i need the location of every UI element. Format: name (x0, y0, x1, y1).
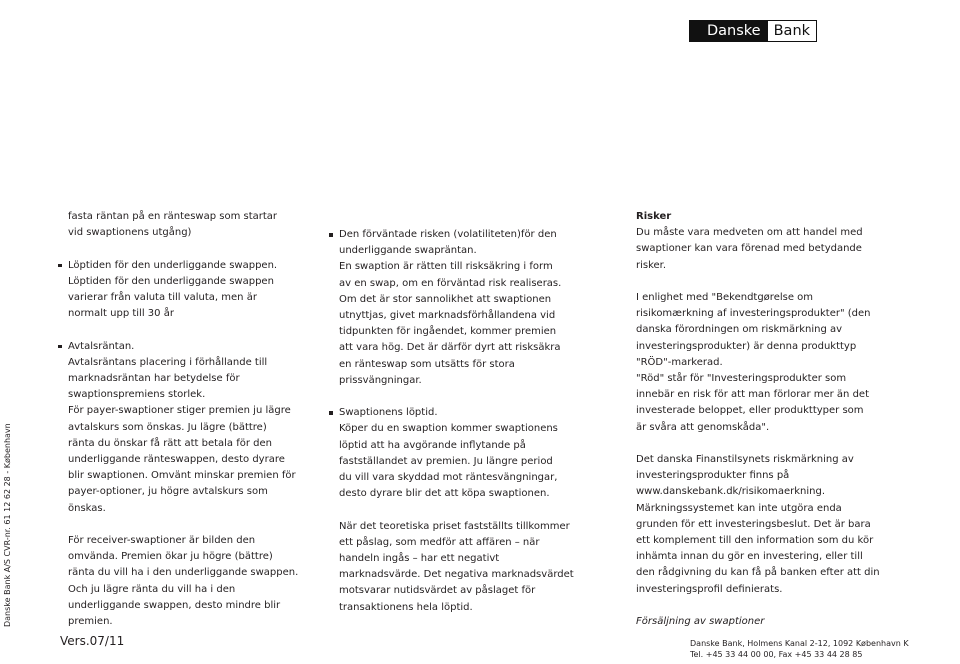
text-line: avtalskurs som önskas. Ju lägre (bättre) (68, 421, 267, 433)
text-line: en ränteswap som utsätts för stora (339, 358, 515, 370)
footer-line-address: Danske Bank, Holmens Kanal 2-12, 1092 København K (690, 639, 909, 648)
text-line: önskas. (68, 502, 106, 514)
text-line: underliggande swapräntan. (339, 245, 477, 257)
text-line: ett påslag, som medför att affären – när (339, 536, 540, 548)
text-line: För receiver-swaptioner är bilden den (68, 535, 256, 547)
logo-part-1: Danske (689, 20, 767, 42)
company-registration-text: Danske Bank A/S CVR-nr. 61 12 62 28 - København (3, 423, 12, 627)
text-line: Du måste vara medveten om att handel med (636, 227, 863, 239)
text-line: För payer-swaptioner stiger premien ju lägre (68, 405, 291, 417)
text-line: av en swap, om en förväntad risk realiseras. (339, 277, 562, 289)
intro-line: vid swaptionens utgång) (68, 227, 192, 239)
text-line: payer-optioner, ju högre avtalskurs som (68, 486, 268, 498)
bullet-volatility-heading: Den förväntade risken (volatiliteten)för den (339, 227, 599, 243)
text-line: ett komplement till den information som du kör (636, 535, 874, 547)
text-line: innebär en risk för att man förlorar mer än det (636, 389, 869, 401)
danske-bank-logo (689, 20, 817, 42)
text-line: Köper du en swaption kommer swaptionens (339, 423, 558, 435)
column-3 (636, 209, 891, 630)
text-line: handeln ingås – har ett negativt (339, 553, 500, 565)
text-line: investeringsprodukter finns på (636, 470, 790, 482)
text-line: risikomærkning af investeringsprodukter" (den (636, 308, 871, 320)
text-line: är svåra att genomskåda". (636, 421, 770, 433)
text-line: motsvarar nutidsvärdet av påslaget för (339, 585, 536, 597)
footer-address (690, 638, 909, 660)
text-line: danska förordningen om riskmärkning av (636, 324, 843, 336)
text-line: transaktionens hela löptid. (339, 601, 473, 613)
text-line: den rådgivning du kan få på banken efter att din (636, 567, 880, 579)
text-line: Och ju lägre ränta du vill ha i den (68, 583, 236, 595)
text-line: investeringsprofil definierats. (636, 583, 783, 595)
text-line: marknadsvärde. Det negativa marknadsvärdet (339, 569, 574, 581)
text-line: När det teoretiska priset fastställts tillkommer (339, 520, 570, 532)
text-line: premien. (68, 616, 113, 628)
text-line: marknadsräntan har betydelse för (68, 373, 240, 384)
text-line: Det danska Finanstilsynets riskmärkning av (636, 454, 854, 466)
text-line: desto dyrare blir det att köpa swaptionen. (339, 488, 550, 500)
text-line: ränta du önskar få rätt att betala för den (68, 437, 273, 449)
text-line: Märkningssystemet kan inte utgöra enda (636, 502, 842, 514)
text-line: I enlighet med "Bekendtgørelse om (636, 292, 814, 303)
text-line: prissvängningar. (339, 374, 422, 386)
text-line: ränta du vill ha i den underliggande swappen. (68, 567, 299, 579)
text-line: löptid att ha avgörande inflytande på (339, 439, 526, 451)
intro-line: fasta räntan på en ränteswap som startar (68, 211, 278, 222)
text-line: omvända. Premien ökar ju högre (bättre) (68, 551, 273, 563)
text-line: www.danskebank.dk/risikomaerkning. (636, 486, 826, 498)
text-line: tidpunkten för ingåendet, kommer premien (339, 326, 557, 338)
text-line: inhämta innan du gör en investering, eller till (636, 551, 863, 563)
bullet-tenor-heading: Löptiden för den underliggande swappen. (68, 258, 323, 274)
text-line: risker. (636, 259, 667, 271)
risks-heading: Risker (636, 211, 672, 222)
text-line: "RÖD"-markerad. (636, 356, 723, 368)
text-line: grunden för ett investeringsbeslut. Det är bara (636, 518, 871, 530)
text-line: att vara hög. Det är därför dyrt att risksäkra (339, 342, 561, 354)
text-line: fastställandet av premien. Ju längre period (339, 455, 553, 467)
text-line: "Röd" står för "Investeringsprodukter som (636, 373, 847, 385)
text-line: investerade beloppet, eller produkttyper som (636, 405, 864, 417)
text-line: underliggande ränteswappen, desto dyrare (68, 454, 285, 466)
text-line: varierar från valuta till valuta, men är (68, 292, 257, 303)
column-1 (68, 209, 323, 630)
text-line: normalt upp till 30 år (68, 308, 174, 320)
signature-line: Försäljning av swaptioner (636, 616, 765, 628)
text-line: En swaption är rätten till risksäkring i form (339, 261, 553, 273)
text-line: swaptioner kan vara förenad med betydande (636, 243, 862, 255)
logo-part-2: Bank (767, 20, 817, 42)
text-line: utnyttjas, givet marknadsförhållandena vid (339, 310, 556, 322)
version-label: Vers.07/11 (60, 634, 125, 648)
bullet-maturity-heading: Swaptionens löptid. (339, 405, 599, 421)
text-line: underliggande swappen, desto mindre blir (68, 599, 281, 611)
column-2 (339, 227, 599, 616)
text-line: Om det är stor sannolikhet att swaptionen (339, 293, 552, 305)
text-line: blir swaptionen. Omvänt minskar premien för (68, 470, 296, 482)
text-line: swaptionspremiens storlek. (68, 389, 206, 401)
bullet-strike-heading: Avtalsräntan. (68, 339, 323, 355)
text-line: du vill vara skyddad mot räntesvängningar, (339, 472, 558, 484)
text-line: investeringsprodukter) är denna produkttyp (636, 340, 857, 352)
footer-line-phone: Tel. +45 33 44 00 00, Fax +45 33 44 28 85 (690, 650, 863, 659)
text-line: Löptiden för den underliggande swappen (68, 275, 274, 287)
text-line: Avtalsräntans placering i förhållande till (68, 356, 268, 368)
